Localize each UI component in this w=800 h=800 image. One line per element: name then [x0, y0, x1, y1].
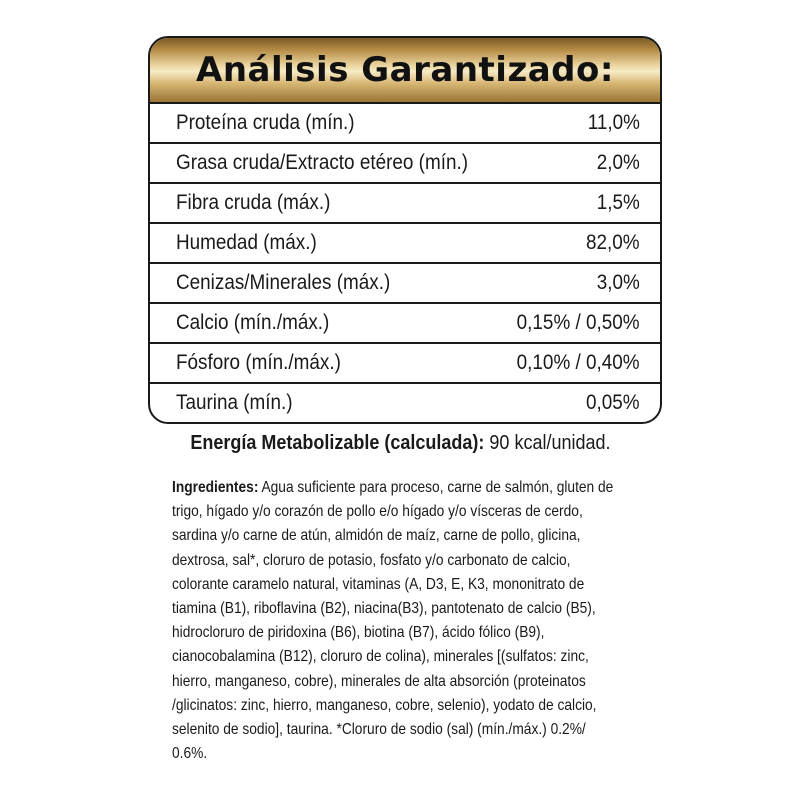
analysis-row	[150, 104, 660, 144]
analysis-row	[150, 304, 660, 344]
row-value: 11,0%	[587, 111, 640, 134]
row-label: Proteína cruda (mín.)	[176, 111, 355, 134]
row-value: 3,0%	[596, 271, 640, 294]
analysis-row	[150, 184, 660, 224]
guaranteed-analysis-panel	[148, 36, 662, 424]
panel-title: Análisis Garantizado:	[196, 50, 614, 90]
energy-line	[0, 432, 800, 455]
ingredients-paragraph	[172, 476, 619, 766]
ingredients-text: Agua suficiente para proceso, carne de salmón, gluten de trigo, hígado y/o corazón de pollo e/o hígado y/o vísceras de cerdo, sardina y/o carne de atún, almidón de maíz, carne de pollo, glicina, dextrosa, sal*, cloruro de potasio, fosfato y/o carbonato de calcio, colorante caramelo natural, vitaminas (A, D3, E, K3, mononitrato de tiamina (B1), riboflavina (B2), niacina(B3), pantotenato de calcio (B5), hidrocloruro de piridoxina (B6), biotina (B7), ácido fólico (B9), cianocobalamina (B12), cloruro de colina), minerales [(sulfatos: zinc, hierro, manganeso, cobre), minerales de alta absorción (proteinatos /glicinatos: zinc, hierro, manganeso, cobre, selenio), yodato de calcio, selenito de sodio], taurina. *Cloruro de sodio (sal) (mín./máx.) 0.2%/ 0.6%.	[172, 479, 614, 763]
row-label: Cenizas/Minerales (máx.)	[176, 271, 391, 294]
energy-label: Energía Metabolizable (calculada):	[189, 432, 484, 454]
row-label: Fósforo (mín./máx.)	[176, 351, 341, 374]
row-label: Grasa cruda/Extracto etéreo (mín.)	[176, 151, 469, 174]
analysis-row	[150, 144, 660, 184]
row-value: 1,5%	[596, 191, 640, 214]
analysis-row	[150, 264, 660, 304]
analysis-row	[150, 344, 660, 384]
energy-value: 90 kcal/unidad.	[488, 432, 611, 454]
row-label: Taurina (mín.)	[176, 391, 293, 414]
row-label: Humedad (máx.)	[176, 231, 317, 254]
row-value: 0,10% / 0,40%	[517, 351, 640, 374]
row-label: Fibra cruda (máx.)	[176, 191, 331, 214]
row-value: 2,0%	[596, 151, 640, 174]
row-value: 0,05%	[586, 391, 640, 414]
row-value: 0,15% / 0,50%	[517, 311, 640, 334]
row-label: Calcio (mín./máx.)	[176, 311, 330, 334]
panel-header	[150, 38, 660, 104]
row-value: 82,0%	[586, 231, 640, 254]
analysis-row	[150, 224, 660, 264]
ingredients-label: Ingredientes:	[172, 479, 259, 496]
analysis-row	[150, 384, 660, 422]
